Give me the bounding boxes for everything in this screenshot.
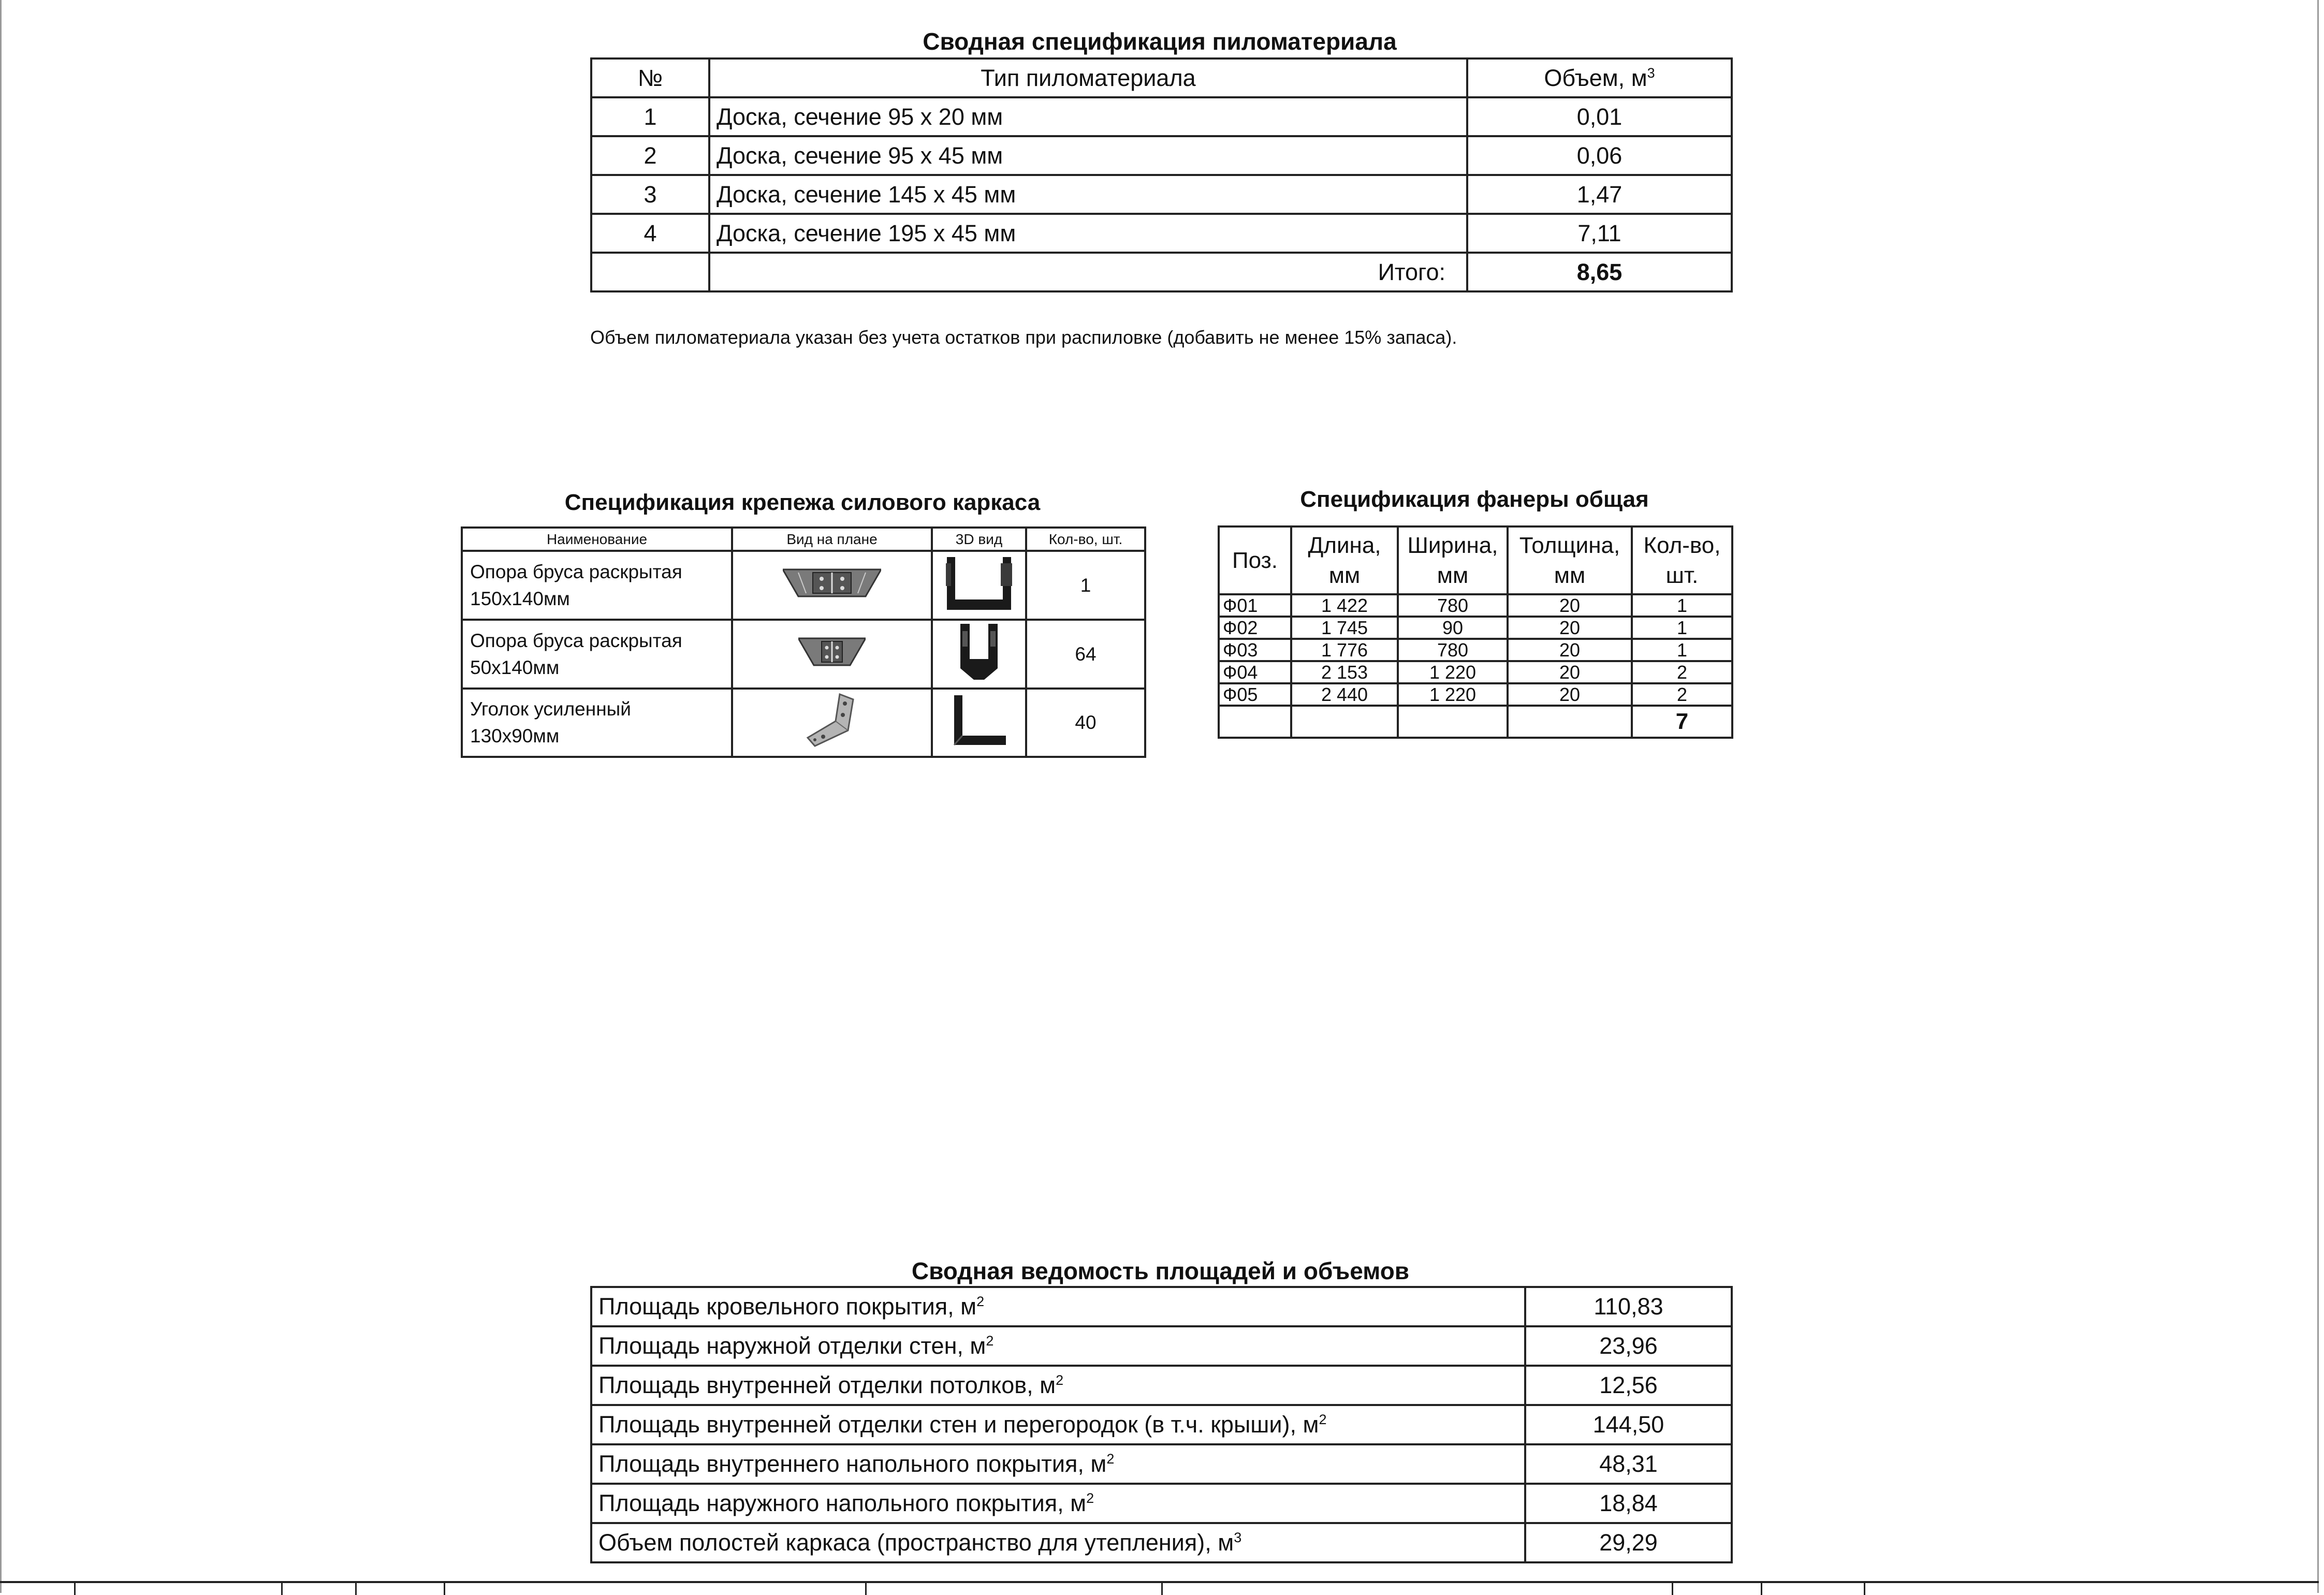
title-block-divider [865, 1583, 867, 1595]
title-block-divider [1761, 1583, 1762, 1595]
plywood-length: 2 153 [1291, 661, 1398, 683]
plywood-qty: 1 [1632, 617, 1732, 639]
area-label: Площадь внутренней отделки стен и перегородок (в т.ч. крыши), $м^2$ [591, 1405, 1525, 1444]
plywood-pos: Ф03 [1219, 639, 1291, 661]
row-type: Доска, сечение 95 х 20 мм [709, 97, 1467, 136]
table-row [591, 1366, 1732, 1405]
reinforced-angle-plan-icon [732, 689, 932, 757]
header-qty: Кол-во, шт. [1026, 528, 1145, 551]
area-label: Площадь наружного напольного покрытия, $м^2$ [591, 1484, 1525, 1523]
area-value: 18,84 [1525, 1484, 1732, 1523]
table-total-row [591, 253, 1732, 291]
plywood-pos: Ф04 [1219, 661, 1291, 683]
beam-support-50-3d-icon [932, 620, 1026, 689]
table-row [1219, 639, 1732, 661]
row-volume: 0,01 [1467, 97, 1732, 136]
title-block-divider [74, 1583, 76, 1595]
row-num: 3 [591, 175, 709, 214]
total-empty-cell [591, 253, 709, 291]
plywood-width: 90 [1398, 617, 1508, 639]
volume-label: Объем полостей каркаса (пространство для утепления), $м^3$ [591, 1523, 1525, 1562]
title-block-divider [444, 1583, 445, 1595]
total-label: Итого: [709, 253, 1467, 291]
row-num: 1 [591, 97, 709, 136]
total-empty-cell [1219, 706, 1291, 738]
row-type: Доска, сечение 145 х 45 мм [709, 175, 1467, 214]
areas-summary-table [590, 1286, 1733, 1563]
plywood-length: 1 422 [1291, 594, 1398, 617]
plywood-length: 2 440 [1291, 683, 1398, 706]
lumber-spec-title: Сводная спецификация пиломатериала [923, 28, 1397, 55]
plywood-thickness: 20 [1508, 639, 1632, 661]
total-empty-cell [1508, 706, 1632, 738]
table-total-row [1219, 706, 1732, 738]
fastener-qty: 64 [1026, 620, 1145, 689]
table-row [591, 136, 1732, 175]
plywood-pos: Ф01 [1219, 594, 1291, 617]
table-row [1219, 617, 1732, 639]
sheet-right-border [2317, 0, 2319, 1593]
fastener-name: Уголок усиленный 130х90мм [462, 689, 732, 757]
plywood-width: 780 [1398, 639, 1508, 661]
plywood-thickness: 20 [1508, 683, 1632, 706]
area-value: 12,56 [1525, 1366, 1732, 1405]
area-label: Площадь внутренней отделки потолков, $м^2$ [591, 1366, 1525, 1405]
table-row [1219, 683, 1732, 706]
row-num: 4 [591, 214, 709, 253]
header-name: Наименование [462, 528, 732, 551]
area-value: 48,31 [1525, 1444, 1732, 1484]
fastener-name: Опора бруса раскрытая 150х140мм [462, 551, 732, 620]
fastener-spec-table [461, 526, 1146, 758]
row-type: Доска, сечение 195 х 45 мм [709, 214, 1467, 253]
area-value: 23,96 [1525, 1326, 1732, 1366]
plywood-length: 1 745 [1291, 617, 1398, 639]
sheet-left-border [0, 0, 2, 1593]
title-block-divider [1672, 1583, 1673, 1595]
table-row [591, 97, 1732, 136]
row-volume: 7,11 [1467, 214, 1732, 253]
plywood-thickness: 20 [1508, 617, 1632, 639]
area-label: Площадь внутреннего напольного покрытия, $м^2$ [591, 1444, 1525, 1484]
header-qty: Кол-во, шт. [1632, 526, 1732, 594]
header-plan-view: Вид на плане [732, 528, 932, 551]
header-thickness: Толщина, мм [1508, 526, 1632, 594]
table-row [591, 1523, 1732, 1562]
area-value: 144,50 [1525, 1405, 1732, 1444]
table-row [462, 551, 1145, 620]
table-row [591, 1405, 1732, 1444]
plywood-width: 1 220 [1398, 683, 1508, 706]
table-row [591, 1326, 1732, 1366]
volume-value: 29,29 [1525, 1523, 1732, 1562]
table-header-row [462, 528, 1145, 551]
lumber-spec-table [590, 57, 1733, 292]
title-block-divider [1161, 1583, 1163, 1595]
header-volume: Объем, $м^3$ [1467, 58, 1732, 97]
table-row [591, 1484, 1732, 1523]
areas-summary-title: Сводная ведомость площадей и объемов [911, 1257, 1410, 1284]
total-empty-cell [1398, 706, 1508, 738]
header-3d-view: 3D вид [932, 528, 1026, 551]
plywood-spec-title: Спецификация фанеры общая [1300, 487, 1649, 512]
table-row [462, 620, 1145, 689]
plywood-qty: 2 [1632, 661, 1732, 683]
fastener-qty: 1 [1026, 551, 1145, 620]
plywood-thickness: 20 [1508, 594, 1632, 617]
area-label: Площадь кровельного покрытия, $м^2$ [591, 1287, 1525, 1326]
plywood-spec-table [1218, 525, 1733, 739]
title-block-divider [281, 1583, 283, 1595]
title-block-divider [355, 1583, 357, 1595]
total-empty-cell [1291, 706, 1398, 738]
fastener-qty: 40 [1026, 689, 1145, 757]
beam-support-150-plan-icon [732, 551, 932, 620]
fastener-spec-title: Спецификация крепежа силового каркаса [564, 490, 1041, 515]
total-value: 8,65 [1467, 253, 1732, 291]
table-row [462, 689, 1145, 757]
row-type: Доска, сечение 95 х 45 мм [709, 136, 1467, 175]
table-row [591, 1444, 1732, 1484]
table-row [1219, 594, 1732, 617]
table-row [591, 214, 1732, 253]
header-width: Ширина, мм [1398, 526, 1508, 594]
plywood-qty: 1 [1632, 594, 1732, 617]
plywood-thickness: 20 [1508, 661, 1632, 683]
plywood-length: 1 776 [1291, 639, 1398, 661]
table-header-row [591, 58, 1732, 97]
header-pos: Поз. [1219, 526, 1291, 594]
lumber-note: Объем пиломатериала указан без учета остатков при распиловке (добавить не менее 15% запаса). [590, 327, 1457, 348]
row-num: 2 [591, 136, 709, 175]
table-row [591, 175, 1732, 214]
plywood-qty: 2 [1632, 683, 1732, 706]
title-block-divider [1864, 1583, 1865, 1595]
plywood-total-qty: 7 [1632, 706, 1732, 738]
header-num: № [591, 58, 709, 97]
plywood-pos: Ф05 [1219, 683, 1291, 706]
plywood-pos: Ф02 [1219, 617, 1291, 639]
beam-support-50-plan-icon [732, 620, 932, 689]
header-length: Длина, мм [1291, 526, 1398, 594]
table-row [591, 1287, 1732, 1326]
row-volume: 0,06 [1467, 136, 1732, 175]
row-volume: 1,47 [1467, 175, 1732, 214]
reinforced-angle-3d-icon [932, 689, 1026, 757]
area-label: Площадь наружной отделки стен, $м^2$ [591, 1326, 1525, 1366]
table-row [1219, 661, 1732, 683]
area-value: 110,83 [1525, 1287, 1732, 1326]
plywood-width: 780 [1398, 594, 1508, 617]
fastener-name: Опора бруса раскрытая 50х140мм [462, 620, 732, 689]
header-type: Тип пиломатериала [709, 58, 1467, 97]
beam-support-150-3d-icon [932, 551, 1026, 620]
plywood-qty: 1 [1632, 639, 1732, 661]
plywood-width: 1 220 [1398, 661, 1508, 683]
table-header-row [1219, 526, 1732, 594]
